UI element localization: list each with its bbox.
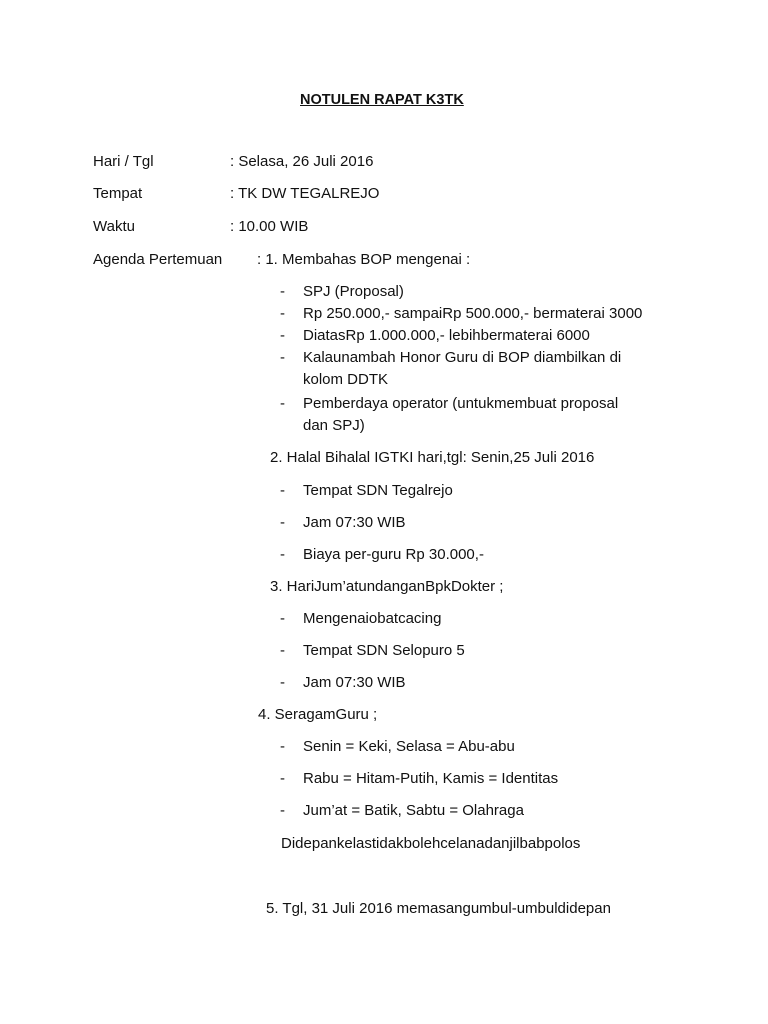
bullet-dash: -: [280, 482, 285, 499]
item1-bullet-1: SPJ (Proposal): [303, 283, 404, 300]
bullet-dash: -: [280, 642, 285, 659]
item2-bullet-3: Biaya per-guru Rp 30.000,-: [303, 546, 484, 563]
item4-bullet-3: Jum’at = Batik, Sabtu = Olahraga: [303, 802, 524, 819]
item1-bullet-5-line-2: dan SPJ): [303, 417, 365, 434]
bullet-dash: -: [280, 770, 285, 787]
bullet-dash: -: [280, 802, 285, 819]
waktu-label: Waktu: [93, 218, 135, 235]
item4-bullet-1: Senin = Keki, Selasa = Abu-abu: [303, 738, 515, 755]
item4-note: Didepankelastidakbolehcelanadanjilbabpolos: [281, 835, 581, 852]
item4-bullet-2: Rabu = Hitam-Putih, Kamis = Identitas: [303, 770, 559, 787]
hari-label: Hari / Tgl: [93, 153, 154, 170]
item2-bullet-1: Tempat SDN Tegalrejo: [303, 482, 453, 499]
item1-bullet-5-line-1: Pemberdaya operator (untukmembuat proposal: [303, 395, 619, 412]
item3-bullet-1: Mengenaiobatcacing: [303, 610, 442, 627]
item3-bullet-3: Jam 07:30 WIB: [303, 674, 406, 691]
bullet-dash: -: [280, 395, 285, 412]
hari-value: : Selasa, 26 Juli 2016: [230, 153, 374, 170]
item1-bullet-3: DiatasRp 1.000.000,- lebihbermaterai 6000: [303, 327, 590, 344]
tempat-value: : TK DW TEGALREJO: [230, 185, 380, 202]
tempat-label: Tempat: [93, 185, 143, 202]
agenda-item-4-heading: 4. SeragamGuru ;: [258, 706, 378, 723]
agenda-item-2-heading: 2. Halal Bihalal IGTKI hari,tgl: Senin,25 Juli 2016: [270, 449, 595, 466]
item1-bullet-4-line-2: kolom DDTK: [303, 371, 389, 388]
waktu-value: : 10.00 WIB: [230, 218, 309, 235]
bullet-dash: -: [280, 738, 285, 755]
bullet-dash: -: [280, 674, 285, 691]
bullet-dash: -: [280, 514, 285, 531]
bullet-dash: -: [280, 349, 285, 366]
agenda-label: Agenda Pertemuan: [93, 251, 223, 268]
agenda-item-5-heading: 5. Tgl, 31 Juli 2016 memasangumbul-umbuldidepan: [266, 900, 611, 917]
bullet-dash: -: [280, 327, 285, 344]
item1-bullet-4-line-1: Kalaunambah Honor Guru di BOP diambilkan di: [303, 349, 622, 366]
agenda-item-3-heading: 3. HariJum’atundanganBpkDokter ;: [270, 578, 504, 595]
item3-bullet-2: Tempat SDN Selopuro 5: [303, 642, 465, 659]
document-title: NOTULEN RAPAT K3TK: [300, 92, 464, 108]
bullet-dash: -: [280, 305, 285, 322]
agenda-item-1-heading: : 1. Membahas BOP mengenai :: [257, 251, 471, 268]
bullet-dash: -: [280, 610, 285, 627]
item2-bullet-2: Jam 07:30 WIB: [303, 514, 406, 531]
item1-bullet-2: Rp 250.000,- sampaiRp 500.000,- bermaterai 3000: [303, 305, 643, 322]
bullet-dash: -: [280, 283, 285, 300]
bullet-dash: -: [280, 546, 285, 563]
